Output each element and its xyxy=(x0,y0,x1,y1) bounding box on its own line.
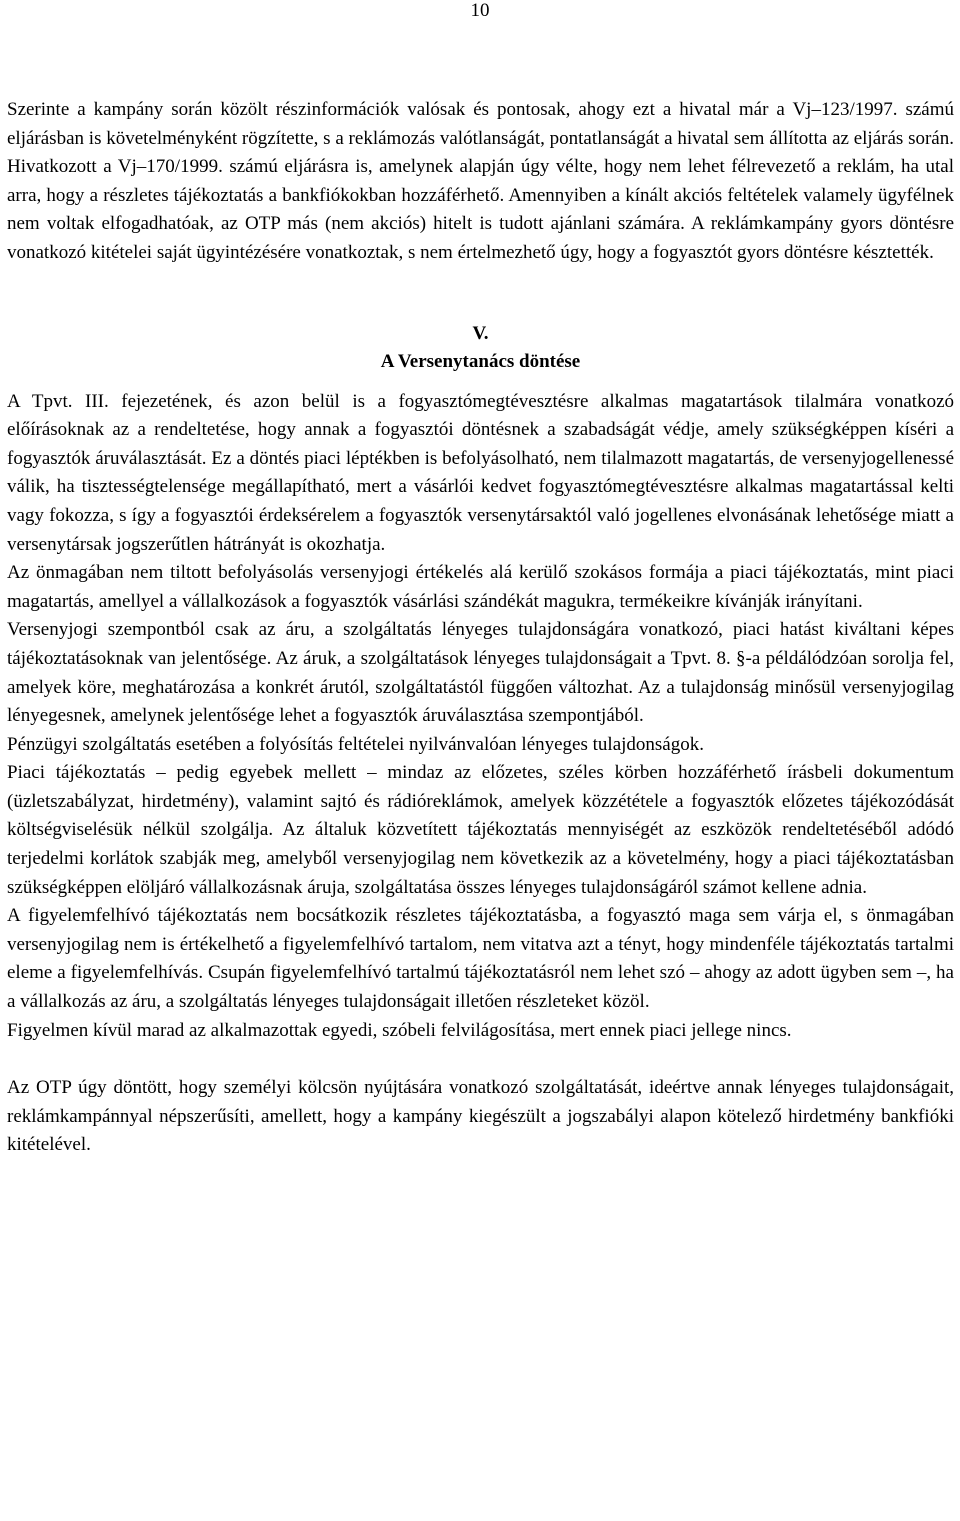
section-spacer xyxy=(7,268,954,320)
paragraph-party-statement: Szerinte a kampány során közölt részinformációk valósak és pontosak, ahogy ezt a hivatal már a Vj–123/1997. számú eljárásban is követelményként rögzítette, s a reklámozás valótlanságát, pontatlanságát a hivatal sem állította az eljárás során. Hivatkozott a Vj–170/1999. számú eljárásra is, amelynek alapján úgy vélte, hogy nem lehet félrevezető a reklám, ha utal arra, hogy a részletes tájékoztatás a bankfiókokban hozzáférhető. Amennyiben a kínált akciós feltételek valamely ügyfélnek nem voltak elfogadhatóak, az OTP más (nem akciós) hitelt is tudott ajánlani számára. A reklámkampány gyors döntésre vonatkozó kitételei saját ügyintézésére vonatkoztak, s nem értelmezhető úgy, hogy a fogyasztót gyors döntésre késztették. xyxy=(7,99,954,263)
document-body xyxy=(7,96,954,1160)
section-title: A Versenytanács döntése xyxy=(380,350,581,372)
paragraph-spacer xyxy=(7,1045,954,1074)
paragraph-attention-calling: A figyelemfelhívó tájékoztatás nem bocsátkozik részletes tájékoztatásba, a fogyasztó maga sem várja el, s önmagában versenyjogilag nem is értékelhető a figyelemfelhívó tartalom, nem vitatva azt a tényt, hogy mindenféle tájékoztatás tartalmi eleme a figyelemfelhívás. Csupán figyelemfelhívó tartalmú tájékoztatásról nem lehet szó – ahogy az adott ügyben sem –, ha a vállalkozás az áru, a szolgáltatás lényeges tulajdonságait illetően részleteket közöl. xyxy=(7,905,954,1013)
paragraph-market-information: Az önmagában nem tiltott befolyásolás versenyjogi értékelés alá kerülő szokásos formája a piaci tájékoztatás, mint piaci magatartás, amellyel a vállalkozások a fogyasztók vásárlási szándékát magukra, termékeikre kívánják irányítani. xyxy=(7,562,954,612)
section-numeral: V. xyxy=(472,322,489,344)
paragraph-market-documents: Piaci tájékoztatás – pedig egyebek mellett – mindaz az előzetes, széles körben hozzáférhető írásbeli dokumentum (üzletszabályzat, hirdetmény), valamint sajtó és rádióreklámok, amelyek közzététele a fogyasztók előzetes tájékozódását költségviselésük nélkül szolgálja. Az általuk közvetített tájékoztatás mennyiségét az eszközök rendeltetéséből adódó terjedelmi korlátok szabják meg, amelyből versenyjogilag nem következik az a követelmény, hogy a piaci tájékoztatásban szükségképpen elöljáró vállalkozásnak áruja, szolgáltatása összes lényeges tulajdonságáról számot kellene adnia. xyxy=(7,762,954,898)
paragraph-otp-decision: Az OTP úgy döntött, hogy személyi kölcsön nyújtására vonatkozó szolgáltatását, ideértve annak lényeges tulajdonságait, reklámkampánnyal népszerűsíti, amellett, hogy a kampány kiegészült a jogszabályi alapon kötelező hirdetmény bankfióki kitételével. xyxy=(7,1077,954,1156)
paragraph-oral-information: Figyelmen kívül marad az alkalmazottak egyedi, szóbeli felvilágosítása, mert ennek piaci jellege nincs. xyxy=(7,1019,792,1041)
page-number: 10 xyxy=(470,0,490,21)
paragraph-financial-services: Pénzügyi szolgáltatás esetében a folyósítás feltételei nyilvánvalóan lényeges tulajdonságok. xyxy=(7,733,704,755)
heading-spacer xyxy=(7,376,954,388)
paragraph-essential-properties: Versenyjogi szempontból csak az áru, a szolgáltatás lényeges tulajdonságára vonatkozó, piaci hatást kiváltani képes tájékoztatásoknak van jelentősége. Az áruk, a szolgáltatások lényeges tulajdonságait a Tpvt. 8. §-a példálódzóan sorolja fel, amelyek köre, meghatározása a konkrét árutól, szolgáltatástól függően változhat. Az a tulajdonság minősül versenyjogilag lényegesnek, amelynek jelentősége lehet a fogyasztók áruválasztása szempontjából. xyxy=(7,619,954,727)
paragraph-legal-purpose: A Tpvt. III. fejezetének, és azon belül is a fogyasztómegtévesztésre alkalmas magatartások tilalmára vonatkozó előírásoknak az a rendeltetése, hogy annak a fogyasztói döntésnek a szabadságát védje, amely szükségképpen kíséri a fogyasztók áruválasztását. Ez a döntés piaci léptékben is befolyásolható, nem tilalmazott magatartás, de versenyjogellenessé válik, ha tisztességtelensége megállapítható, mert a vásárlói kedvet fogyasztómegtévesztésre alkalmas magatartással kelti vagy fokozza, s így a fogyasztói érdeksérelem a fogyasztók versenytársaktól való jogellenes elvonásának lehetősége miatt a versenytársak jogszerűtlen hátrányát is okozhatja. xyxy=(7,390,954,555)
